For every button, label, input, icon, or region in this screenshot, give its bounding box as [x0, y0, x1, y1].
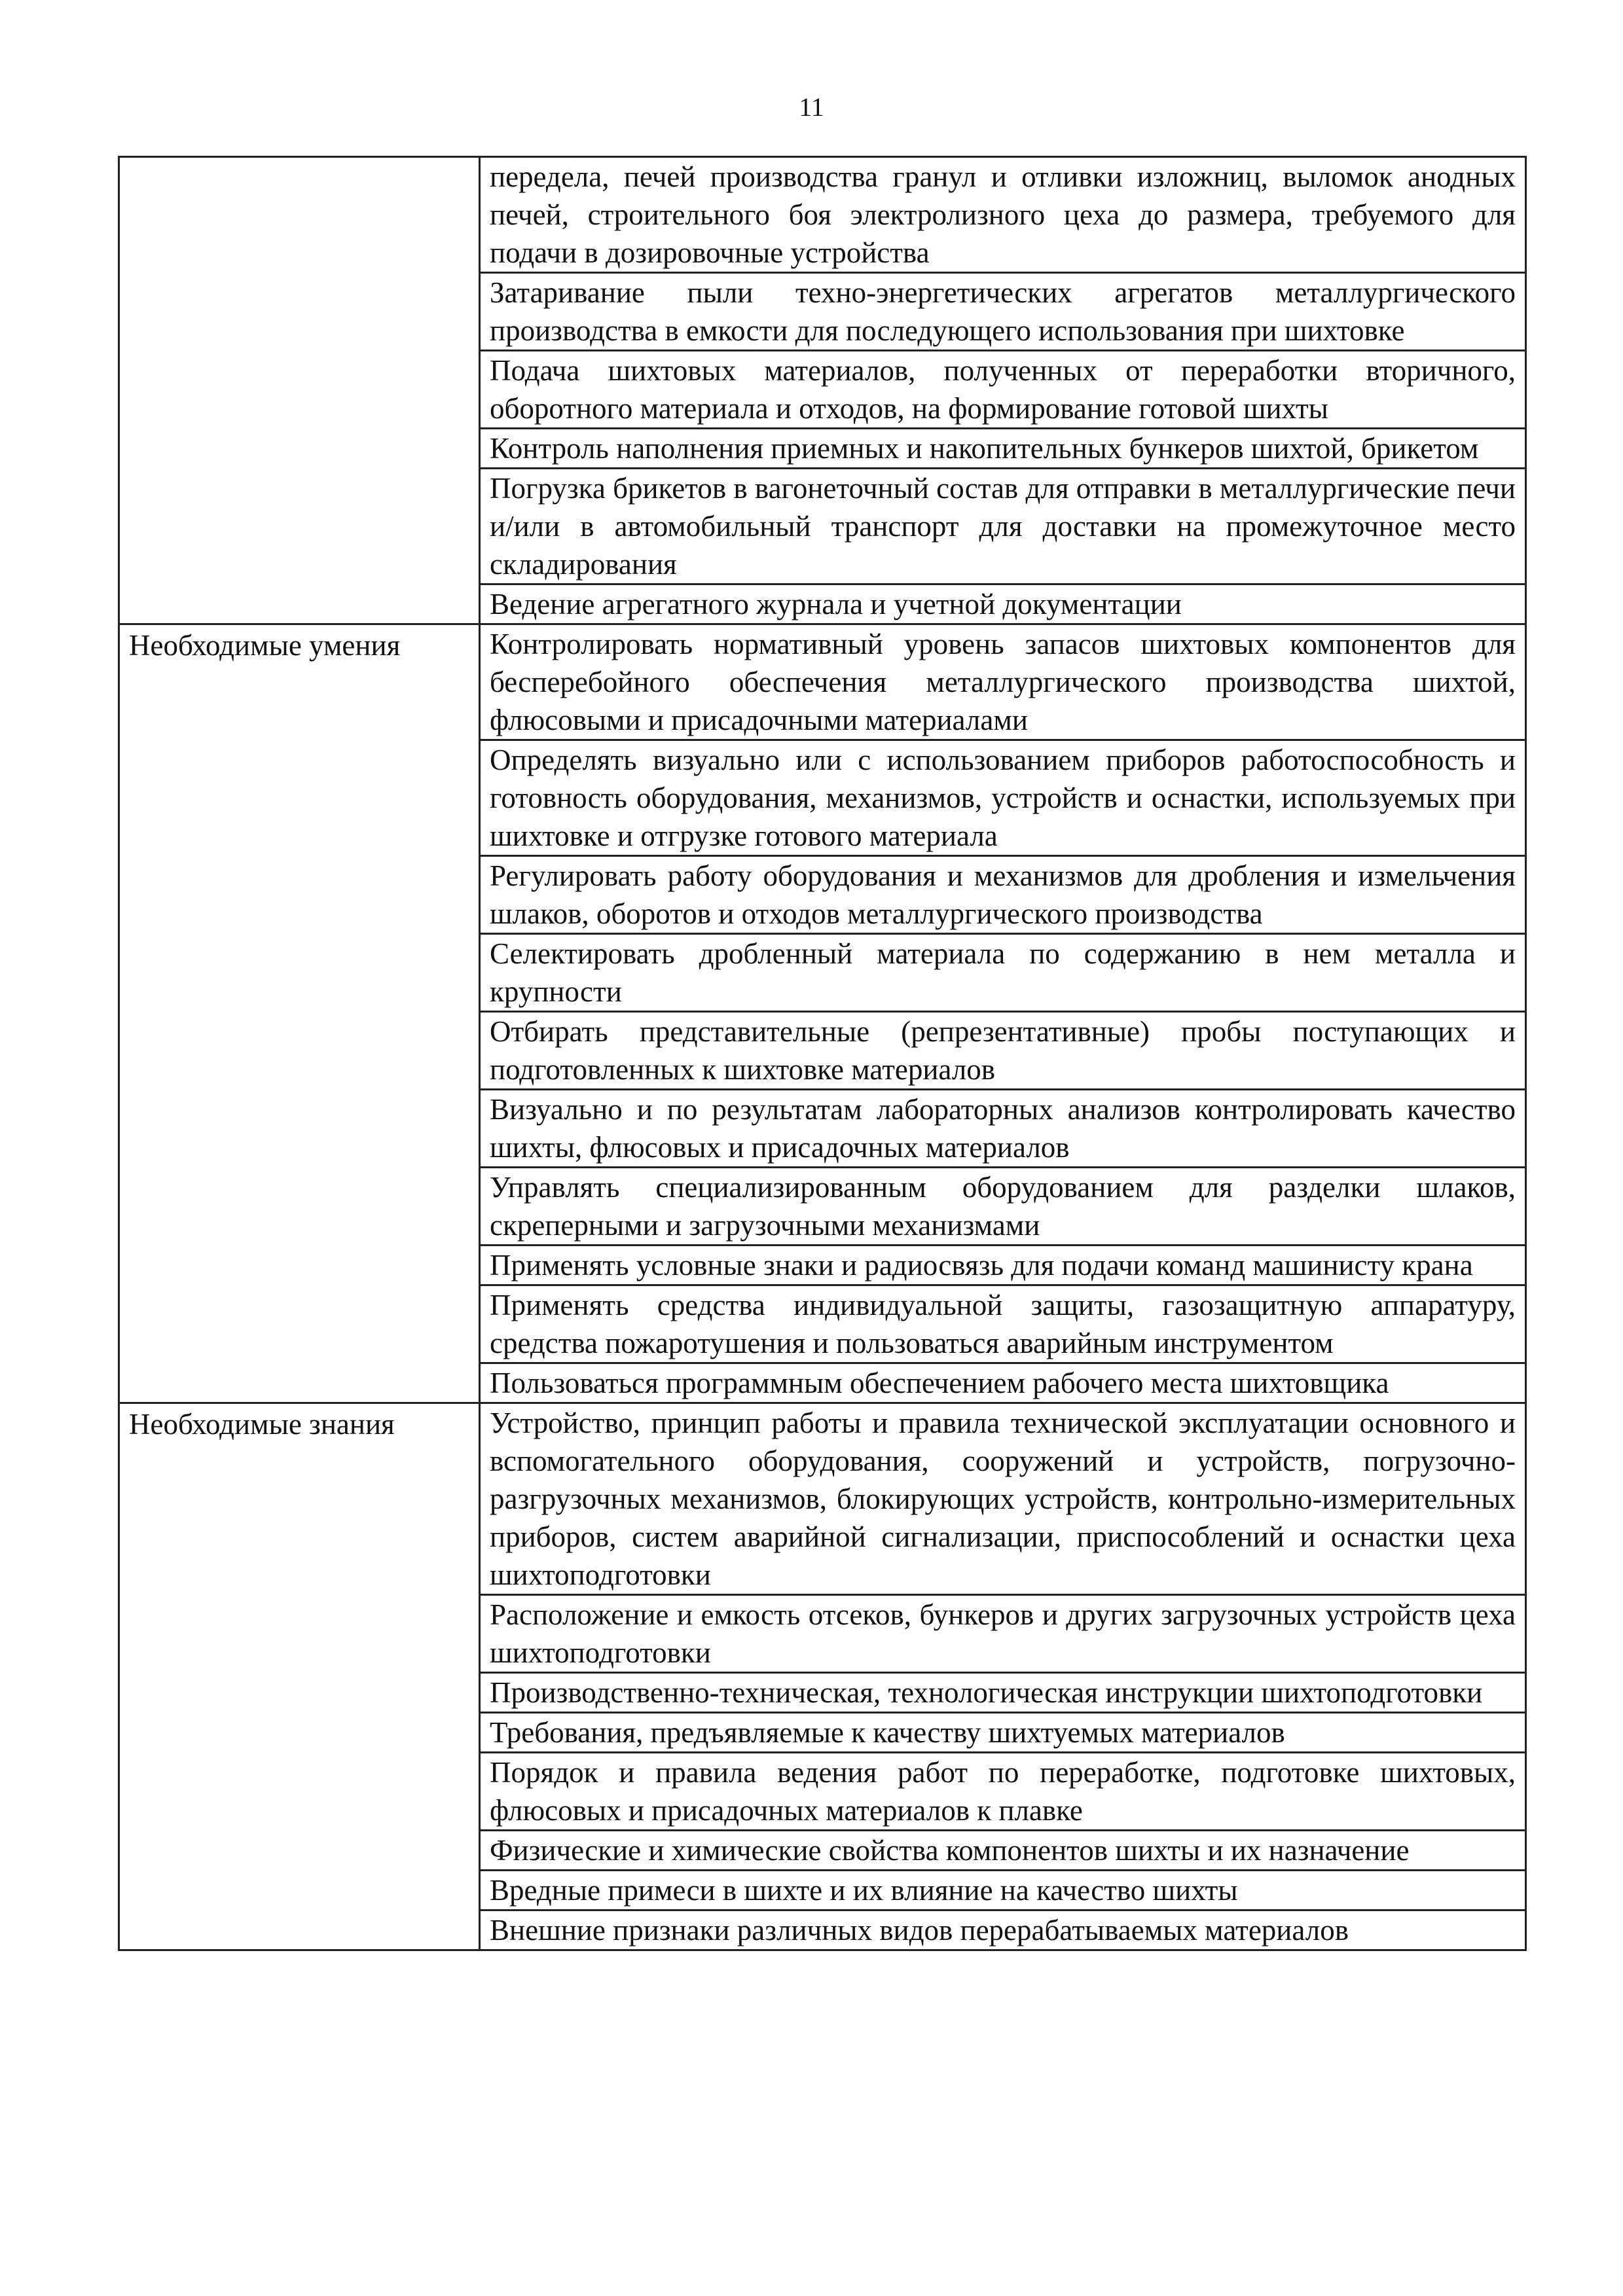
table-cell: Селектировать дробленный материала по содержанию в нем металла и крупности [480, 934, 1526, 1012]
table-cell: Применять средства индивидуальной защиты, газозащитную аппаратуру, средства пожаротушения и пользоваться аварийным инструментом [480, 1285, 1526, 1363]
table-row [119, 624, 1526, 740]
table-cell: Управлять специализированным оборудованием для разделки шлаков, скреперными и загрузочными механизмами [480, 1168, 1526, 1246]
table-cell: Порядок и правила ведения работ по переработке, подготовке шихтовых, флюсовых и присадочных материалов к плавке [480, 1753, 1526, 1831]
page-number: 11 [799, 92, 824, 122]
table-row [119, 1403, 1526, 1595]
table-cell: Производственно-техническая, технологическая инструкции шихтоподготовки [480, 1673, 1526, 1713]
table-cell: Физические и химические свойства компонентов шихты и их назначение [480, 1831, 1526, 1871]
table-cell: Пользоваться программным обеспечением рабочего места шихтовщика [480, 1363, 1526, 1403]
table-cell: передела, печей производства гранул и отливки изложниц, выломок анодных печей, строительного боя электролизного цеха до размера, требуемого для подачи в дозировочные устройства [480, 157, 1526, 273]
table-cell: Определять визуально или с использованием приборов работоспособность и готовность оборудования, механизмов, устройств и оснастки, используемых при шихтовке и отгрузке готового материала [480, 740, 1526, 856]
table-cell: Контроль наполнения приемных и накопительных бункеров шихтой, брикетом [480, 429, 1526, 469]
section-label-continuation [119, 157, 480, 624]
section-label-knowledge: Необходимые знания [119, 1403, 480, 1950]
table-cell: Затаривание пыли техно-энергетических агрегатов металлургического производства в емкости для последующего использования при шихтовке [480, 273, 1526, 351]
table-cell: Расположение и емкость отсеков, бункеров и других загрузочных устройств цеха шихтоподготовки [480, 1595, 1526, 1673]
table-cell: Применять условные знаки и радиосвязь для подачи команд машинисту крана [480, 1246, 1526, 1285]
table-cell: Визуально и по результатам лабораторных анализов контролировать качество шихты, флюсовых и присадочных материалов [480, 1090, 1526, 1168]
table-cell: Регулировать работу оборудования и механизмов для дробления и измельчения шлаков, оборотов и отходов металлургического производства [480, 856, 1526, 934]
table-cell: Требования, предъявляемые к качеству шихтуемых материалов [480, 1713, 1526, 1753]
table-cell: Отбирать представительные (репрезентативные) пробы поступающих и подготовленных к шихтовке материалов [480, 1012, 1526, 1090]
table-cell: Вредные примеси в шихте и их влияние на качество шихты [480, 1871, 1526, 1910]
table-cell: Погрузка брикетов в вагонеточный состав для отправки в металлургические печи и/или в автомобильный транспорт для доставки на промежуточное место складирования [480, 469, 1526, 584]
table-cell: Подача шихтовых материалов, полученных от переработки вторичного, оборотного материала и отходов, на формирование готовой шихты [480, 351, 1526, 429]
table-cell: Ведение агрегатного журнала и учетной документации [480, 584, 1526, 624]
table-cell: Внешние признаки различных видов перерабатываемых материалов [480, 1910, 1526, 1950]
competency-table [118, 156, 1527, 1951]
table-row [119, 157, 1526, 273]
table-cell: Контролировать нормативный уровень запасов шихтовых компонентов для бесперебойного обеспечения металлургического производства шихтой, флюсовыми и присадочными материалами [480, 624, 1526, 740]
table-cell: Устройство, принцип работы и правила технической эксплуатации основного и вспомогательного оборудования, сооружений и устройств, погрузочно-разгрузочных механизмов, блокирующих устройств, контрольно-измерительных приборов, систем аварийной сигнализации, приспособлений и оснастки цеха шихтоподготовки [480, 1403, 1526, 1595]
section-label-skills: Необходимые умения [119, 624, 480, 1403]
